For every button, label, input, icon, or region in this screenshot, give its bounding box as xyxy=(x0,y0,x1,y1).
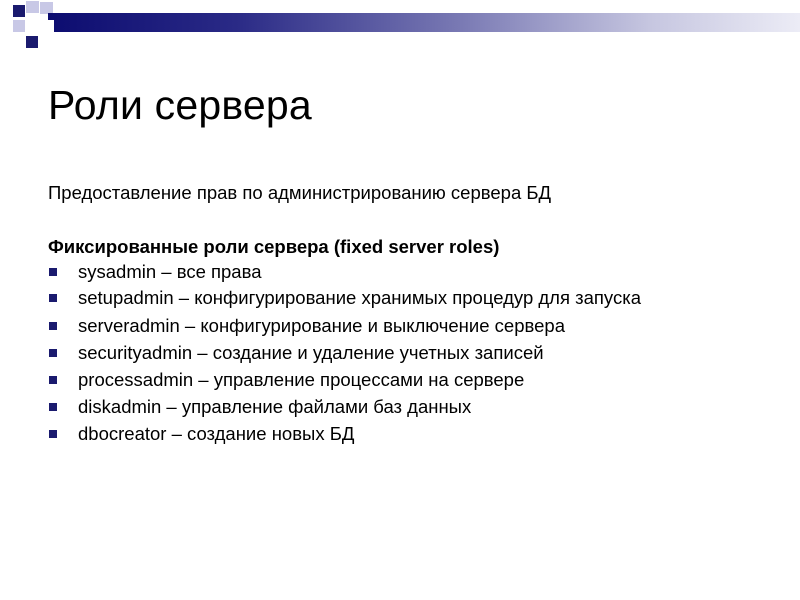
slide-subtitle: Предоставление прав по администрированию сервера БД xyxy=(48,182,552,203)
square-bullet-icon xyxy=(49,268,57,276)
square-bullet-icon xyxy=(49,376,57,384)
decor-square-icon xyxy=(26,36,38,48)
list-item xyxy=(48,287,738,309)
square-bullet-icon xyxy=(49,403,57,411)
list-item xyxy=(48,341,738,365)
list-item xyxy=(48,260,738,284)
square-bullet-icon xyxy=(49,322,57,330)
header-bar-notch xyxy=(48,20,54,32)
decor-square-icon xyxy=(13,20,25,32)
list-item xyxy=(48,422,738,446)
square-bullet-icon xyxy=(49,349,57,357)
list-item-text: sysadmin – все права xyxy=(78,261,262,282)
list-item-text: securityadmin – создание и удаление учетных записей xyxy=(78,342,544,363)
list-item xyxy=(48,368,738,392)
list-item xyxy=(48,395,738,419)
list-item-text: setupadmin – конфигурирование хранимых процедур для запуска xyxy=(78,287,641,308)
decor-square-icon xyxy=(13,5,25,17)
list-item-text: dbocreator – создание новых БД xyxy=(78,423,355,444)
list-item-text: serveradmin – конфигурирование и выключение сервера xyxy=(78,315,565,336)
decor-square-icon xyxy=(26,1,39,13)
slide-title: Роли сервера xyxy=(48,82,312,128)
list-item-text: processadmin – управление процессами на сервере xyxy=(78,369,525,390)
square-bullet-icon xyxy=(49,430,57,438)
roles-list xyxy=(48,260,738,449)
list-item-text: diskadmin – управление файлами баз данных xyxy=(78,396,472,417)
header-gradient-bar xyxy=(48,13,800,32)
square-bullet-icon xyxy=(49,294,57,302)
list-item xyxy=(48,314,738,338)
section-heading: Фиксированные роли сервера (fixed server roles) xyxy=(48,236,500,257)
